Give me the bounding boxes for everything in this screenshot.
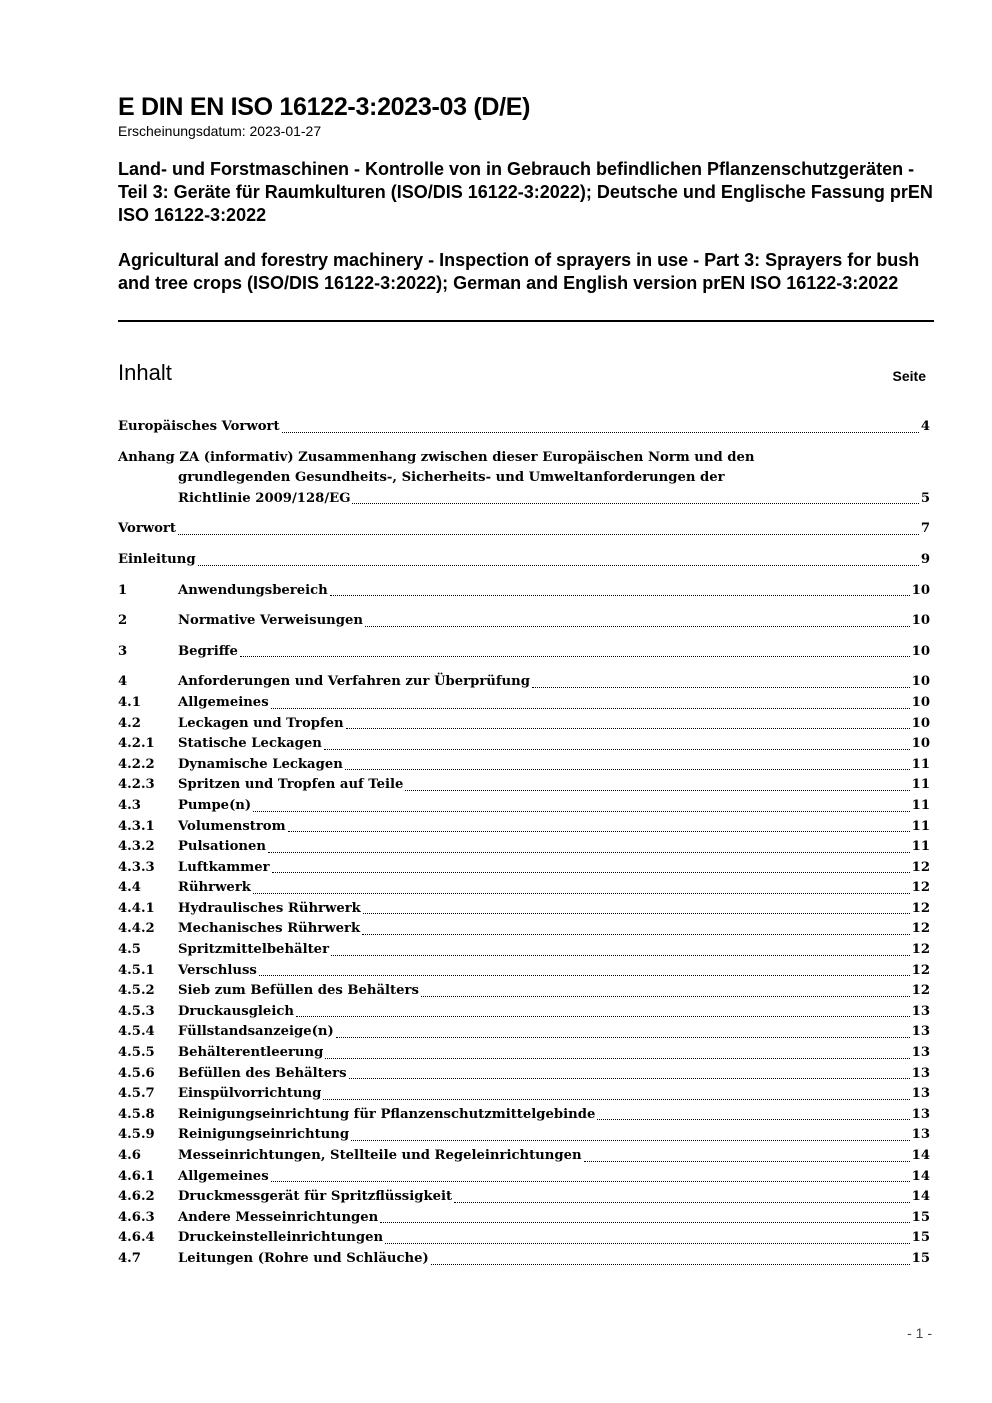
toc-leader-dots (253, 811, 910, 812)
toc-page: 15 (911, 1230, 930, 1246)
toc-entry[interactable] (118, 1064, 930, 1085)
toc-entry[interactable] (118, 1228, 930, 1249)
toc-entry[interactable] (118, 693, 930, 714)
header-divider (118, 320, 934, 322)
toc-page: 12 (911, 983, 930, 999)
toc-title: Einspülvorrichtung (178, 1086, 322, 1102)
toc-number: 4.3.1 (118, 818, 155, 834)
toc-number: 3 (118, 643, 128, 659)
toc-entry[interactable] (118, 899, 930, 920)
toc-leader-dots (365, 626, 910, 627)
toc-title: Sieb zum Befüllen des Behälters (178, 983, 419, 999)
toc-leader-dots (362, 934, 910, 935)
toc-number: 4.7 (118, 1250, 141, 1266)
toc-title: Luftkammer (178, 859, 270, 875)
toc-page: 10 (911, 613, 930, 629)
toc-leader-dots (253, 893, 910, 894)
toc-entry[interactable] (118, 837, 930, 858)
toc-number: 4.2.3 (118, 777, 155, 793)
toc-entry[interactable] (118, 1167, 930, 1188)
toc-entry[interactable] (118, 1105, 930, 1126)
toc-entry[interactable] (118, 858, 930, 879)
toc-number: 4.2.1 (118, 736, 155, 752)
toc-title: Leitungen (Rohre und Schläuche) (178, 1250, 429, 1266)
toc-title: Statische Leckagen (178, 736, 322, 752)
title-german: Land- und Forstmaschinen - Kontrolle von in Gebrauch befindlichen Pflanzenschutzgeräten - Teil 3: Geräte für Raumkulturen (ISO/DIS 16122-3:2022); Deutsche und Englische Fassung prEN ISO 16122-3:2022 (118, 159, 933, 225)
toc-leader-dots (296, 1016, 910, 1017)
toc-title: Reinigungseinrichtung für Pflanzenschutzmittelgebinde (178, 1106, 596, 1122)
toc-title: Leckagen und Tropfen (178, 715, 344, 731)
toc-title: Pulsationen (178, 839, 266, 855)
toc-entry[interactable] (118, 1125, 930, 1146)
toc-title: Volumenstrom (178, 818, 286, 834)
toc-leader-dots (198, 565, 919, 566)
toc-number: 4.6.3 (118, 1209, 155, 1225)
toc-page: 13 (911, 1106, 930, 1122)
toc-page: 10 (911, 643, 930, 659)
toc-entry[interactable] (118, 1208, 930, 1229)
document-header (118, 92, 934, 295)
toc-page-label: Seite (892, 368, 926, 384)
toc-leader-dots (363, 913, 910, 914)
toc-leader-dots (532, 687, 910, 688)
toc-page: 12 (911, 962, 930, 978)
toc-number: 4.5 (118, 942, 141, 958)
toc-entry[interactable] (118, 940, 930, 961)
toc-page: 13 (911, 1086, 930, 1102)
toc-number: 4.4 (118, 880, 141, 896)
toc-entry[interactable] (118, 1146, 930, 1167)
toc-title: Druckeinstelleinrichtungen (178, 1230, 384, 1246)
toc-page: 11 (911, 818, 930, 834)
toc-leader-dots (325, 1058, 909, 1059)
toc-leader-dots (282, 432, 919, 433)
toc-leader-dots (405, 790, 909, 791)
toc-page: 12 (911, 859, 930, 875)
toc-page: 15 (911, 1250, 930, 1266)
toc-number: 4.5.8 (118, 1106, 155, 1122)
title-english: Agricultural and forestry machinery - Inspection of sprayers in use - Part 3: Sprayers for bush and tree crops (ISO/DIS 16122-3:2022); German and English version prEN ISO 16122-3:2022 (118, 250, 920, 293)
toc-title: Behälterentleerung (178, 1045, 324, 1061)
toc-leader-dots (346, 728, 910, 729)
toc-leader-dots (268, 852, 910, 853)
toc-title: Dynamische Leckagen (178, 756, 343, 772)
toc-title-line: Richtlinie 2009/128/EG (178, 490, 351, 506)
toc-title: Begriffe (178, 643, 238, 659)
toc-number: 4 (118, 674, 128, 690)
toc-entry[interactable] (118, 1187, 930, 1208)
toc-entry[interactable] (118, 642, 930, 663)
toc-entry-annex-za[interactable] (118, 448, 930, 510)
toc-title: Spritzmittelbehälter (178, 942, 330, 958)
toc-page: 10 (911, 694, 930, 710)
toc-page: 7 (920, 521, 930, 537)
toc-leader-dots (380, 1222, 909, 1223)
toc-entry[interactable] (118, 981, 930, 1002)
toc-entry[interactable] (118, 878, 930, 899)
toc-entry[interactable] (118, 796, 930, 817)
toc-entry[interactable] (118, 611, 930, 632)
toc-leader-dots (178, 534, 919, 535)
toc-page: 13 (911, 1003, 930, 1019)
toc-entry[interactable] (118, 961, 930, 982)
toc-entry[interactable] (118, 817, 930, 838)
toc-entry[interactable] (118, 417, 930, 438)
toc-leader-dots (331, 955, 910, 956)
toc-title: Befüllen des Behälters (178, 1065, 347, 1081)
toc-page: 9 (920, 551, 930, 567)
toc-number: 4.4.2 (118, 921, 155, 937)
toc-page: 12 (911, 880, 930, 896)
toc-number: 4.5.3 (118, 1003, 155, 1019)
toc-entry[interactable] (118, 581, 930, 602)
toc-number: 4.5.7 (118, 1086, 155, 1102)
toc-page: 10 (911, 582, 930, 598)
toc-number: 4.6.2 (118, 1189, 155, 1205)
toc-leader-dots (240, 656, 910, 657)
toc-leader-dots (330, 595, 910, 596)
toc-page: 14 (911, 1148, 930, 1163)
toc-leader-dots (454, 1202, 910, 1203)
toc-title: Andere Messeinrichtungen (178, 1209, 379, 1225)
toc-page: 14 (911, 1168, 930, 1184)
toc-title: Hydraulisches Rührwerk (178, 900, 361, 916)
toc-page: 11 (911, 756, 930, 772)
toc-title: Rührwerk (178, 880, 251, 896)
toc-entry[interactable] (118, 550, 930, 571)
toc-entry[interactable] (118, 1043, 930, 1064)
toc-leader-dots (271, 708, 910, 709)
toc-entry[interactable] (118, 519, 930, 540)
toc-title: Druckausgleich (178, 1003, 294, 1019)
toc-title: Spritzen und Tropfen auf Teile (178, 777, 404, 793)
toc-title: Messeinrichtungen, Stellteile und Regeleinrichtungen (178, 1148, 582, 1163)
toc-leader-dots (421, 996, 910, 997)
toc-number: 4.1 (118, 694, 141, 710)
toc-title: Einleitung (118, 551, 196, 567)
toc-entry[interactable] (118, 672, 930, 693)
toc-number: 4.5.6 (118, 1065, 155, 1081)
toc-leader-dots (336, 1037, 910, 1038)
toc-number: 4.6.4 (118, 1230, 155, 1246)
toc-entry[interactable] (118, 755, 930, 776)
toc-number: 2 (118, 613, 128, 629)
toc-number: 4.3 (118, 797, 141, 813)
toc-number: 4.5.5 (118, 1045, 155, 1061)
toc-leader-dots (431, 1264, 910, 1265)
toc-entry[interactable] (118, 775, 930, 796)
toc-number: 4.3.2 (118, 839, 155, 855)
toc-leader-dots (349, 1078, 910, 1079)
toc-page: 13 (911, 1127, 930, 1143)
toc-number: 4.4.1 (118, 900, 155, 916)
toc-leader-dots (272, 872, 910, 873)
toc-heading: Inhalt (118, 360, 172, 385)
toc-number: 4.5.9 (118, 1127, 155, 1143)
toc-leader-dots (259, 975, 910, 976)
toc-page: 12 (911, 921, 930, 937)
toc-title: Normative Verweisungen (178, 613, 363, 629)
toc-page: 13 (911, 1024, 930, 1040)
toc-leader-dots (385, 1243, 910, 1244)
toc-title: Pumpe(n) (178, 797, 252, 813)
toc-page: 10 (911, 736, 930, 752)
toc-number: 4.5.1 (118, 962, 155, 978)
toc-number: 4.6 (118, 1148, 141, 1163)
toc-title: Allgemeines (178, 1168, 269, 1184)
toc-number: 1 (118, 582, 128, 598)
toc-leader-dots (345, 769, 910, 770)
toc-page: 14 (911, 1189, 930, 1205)
toc-title: Allgemeines (178, 694, 269, 710)
toc-number: 4.5.4 (118, 1024, 155, 1040)
toc-entry[interactable] (118, 1084, 930, 1105)
toc-page: 11 (911, 797, 930, 813)
toc-title: Anforderungen und Verfahren zur Überprüfung (178, 674, 530, 690)
document-id: E DIN EN ISO 16122-3:2023-03 (D/E) (118, 93, 531, 121)
toc-leader-dots (324, 749, 910, 750)
toc-page: 11 (911, 777, 930, 793)
toc-title-line: Anhang ZA (informativ) Zusammenhang zwischen dieser Europäischen Norm und den (118, 449, 755, 465)
toc-leader-dots (351, 1140, 910, 1141)
toc-title: Druckmessgerät für Spritzflüssigkeit (178, 1189, 453, 1205)
toc-page: 10 (911, 674, 930, 690)
toc-entry[interactable] (118, 1002, 930, 1023)
publication-date: Erscheinungsdatum: 2023-01-27 (118, 123, 322, 139)
toc-page: 13 (911, 1045, 930, 1061)
toc-page: 13 (911, 1065, 930, 1081)
toc-leader-dots (352, 503, 918, 504)
toc-entry[interactable] (118, 714, 930, 735)
page-number: - 1 - (907, 1325, 932, 1341)
toc-title: Mechanisches Rührwerk (178, 921, 361, 937)
toc-title: Füllstandsanzeige(n) (178, 1024, 334, 1040)
toc-entry[interactable] (118, 734, 930, 755)
toc-title: Europäisches Vorwort (118, 419, 280, 434)
toc-title-line: grundlegenden Gesundheits-, Sicherheits- und Umweltanforderungen der (178, 470, 725, 486)
toc-page: 15 (911, 1209, 930, 1225)
toc-leader-dots (288, 831, 910, 832)
toc-leader-dots (597, 1119, 909, 1120)
toc-number: 4.3.3 (118, 859, 155, 875)
toc-page: 12 (911, 900, 930, 916)
toc-entry[interactable] (118, 919, 930, 940)
toc-leader-dots (584, 1161, 910, 1162)
toc-number: 4.2.2 (118, 756, 155, 772)
toc-entry[interactable] (118, 1249, 930, 1270)
toc-number: 4.6.1 (118, 1168, 155, 1184)
toc-leader-dots (271, 1181, 910, 1182)
toc-entry[interactable] (118, 1022, 930, 1043)
toc-title: Verschluss (178, 962, 257, 978)
toc-number: 4.2 (118, 715, 141, 731)
toc-page: 12 (911, 942, 930, 958)
toc-title: Vorwort (118, 521, 176, 537)
toc-page: 4 (920, 419, 930, 434)
table-of-contents (118, 417, 930, 1270)
toc-title: Reinigungseinrichtung (178, 1127, 350, 1143)
toc-number: 4.5.2 (118, 983, 155, 999)
toc-page: 11 (911, 839, 930, 855)
toc-leader-dots (323, 1099, 909, 1100)
toc-page: 10 (911, 715, 930, 731)
toc-title: Anwendungsbereich (178, 582, 328, 598)
toc-page: 5 (920, 490, 930, 506)
